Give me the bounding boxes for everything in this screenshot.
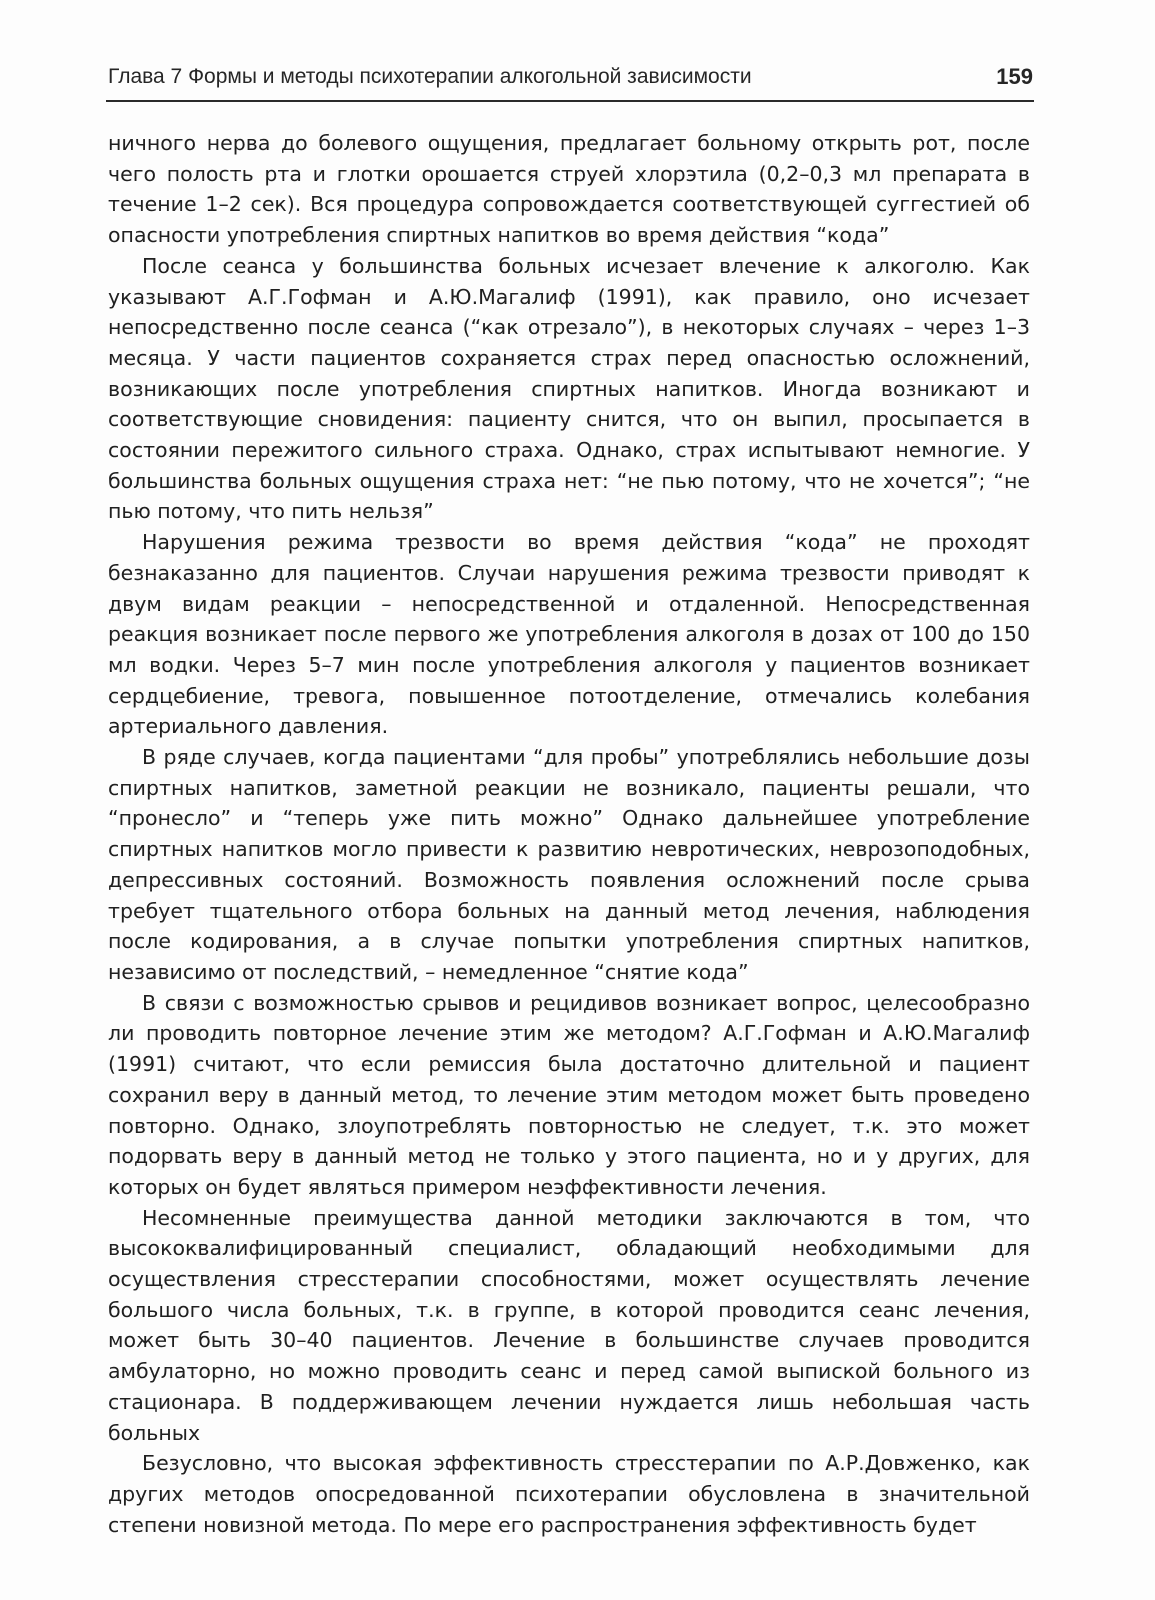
paragraph-continuation: ничного нерва до болевого ощущения, предлагает больному открыть рот, после чего полость рта и глотки орошается струей хлорэтила (0,2–0,3 мл препарата в течение 1–2 сек). Вся процедура сопровождается соответствующей суггестией об опасности употребления спиртных напитков во время действия “кода”: [108, 131, 1030, 248]
chapter-title: Глава 7 Формы и методы психотерапии алкогольной зависимости: [108, 65, 752, 88]
paragraph: Безусловно, что высокая эффективность стресстерапии по А.Р.Довженко, как других методов опосредованной психотерапии обусловлена в значительной степени новизной метода. По мере его распространения эффективность будет: [108, 1451, 1030, 1537]
paragraph: Несомненные преимущества данной методики заключаются в том, что высококвалифицированный специалист, обладающий необходимыми для осуществления стресстерапии способностями, может осуществлять лечение большого числа больных, т.к. в группе, в которой проводится сеанс лечения, может быть 30–40 пациентов. Лечение в большинстве случаев проводится амбулаторно, но можно проводить сеанс и перед самой выпиской больного из стационара. В поддерживающем лечении нуждается лишь небольшая часть больных: [108, 1205, 1030, 1445]
paragraph: В ряде случаев, когда пациентами “для пробы” употреблялись небольшие дозы спиртных напитков, заметной реакции не возникало, пациенты решали, что “пронесло” и “теперь уже пить можно” Однако дальнейшее употребление спиртных напитков могло привести к развитию невротических, неврозоподобных, депрессивных состояний. Возможность появления осложнений после срыва требует тщательного отбора больных на данный метод лечения, наблюдения после кодирования, а в случае попытки употребления спиртных напитков, независимо от последствий, – немедленное “снятие кода”: [108, 745, 1030, 984]
page-number: 159: [996, 64, 1033, 89]
running-header: [108, 62, 1033, 92]
paragraph: После сеанса у большинства больных исчезает влечение к алкоголю. Как указывают А.Г.Гофман и А.Ю.Магалиф (1991), как правило, оно исчезает непосредственно после сеанса (“как отрезало”), в некоторых случаях – через 1–3 месяца. У части пациентов сохраняется страх перед опасностью осложнений, возникающих после употребления спиртных напитков. Иногда возникают и соответствующие сновидения: пациенту снится, что он выпил, просыпается в состоянии пережитого сильного страха. Однако, страх испытывают немногие. У большинства больных ощущения страха нет: “не пью потому, что не хочется”; “не пью потому, что пить нельзя”: [108, 253, 1030, 524]
header-rule: [106, 100, 1034, 102]
paragraph: В связи с возможностью срывов и рецидивов возникает вопрос, целесообразно ли проводить повторное лечение этим же методом? А.Г.Гофман и А.Ю.Магалиф (1991) считают, что если ремиссия была достаточно длительной и пациент сохранил веру в данный метод, то лечение этим методом может быть проведено повторно. Однако, злоупотреблять повторностью не следует, т.к. это может подорвать веру в данный метод не только у этого пациента, но и у других, для которых он будет являться примером неэффективности лечения.: [108, 990, 1030, 1199]
body-text: [108, 128, 1030, 1540]
paragraph: Нарушения режима трезвости во время действия “кода” не проходят безнаказанно для пациентов. Случаи нарушения режима трезвости приводят к двум видам реакции – непосредственной и отдаленной. Непосредственная реакция возникает после первого же употребления алкоголя в дозах от 100 до 150 мл водки. Через 5–7 мин после употребления алкоголя у пациентов возникает сердцебиение, тревога, повышенное потоотделение, отмечались колебания артериального давления.: [108, 530, 1030, 739]
